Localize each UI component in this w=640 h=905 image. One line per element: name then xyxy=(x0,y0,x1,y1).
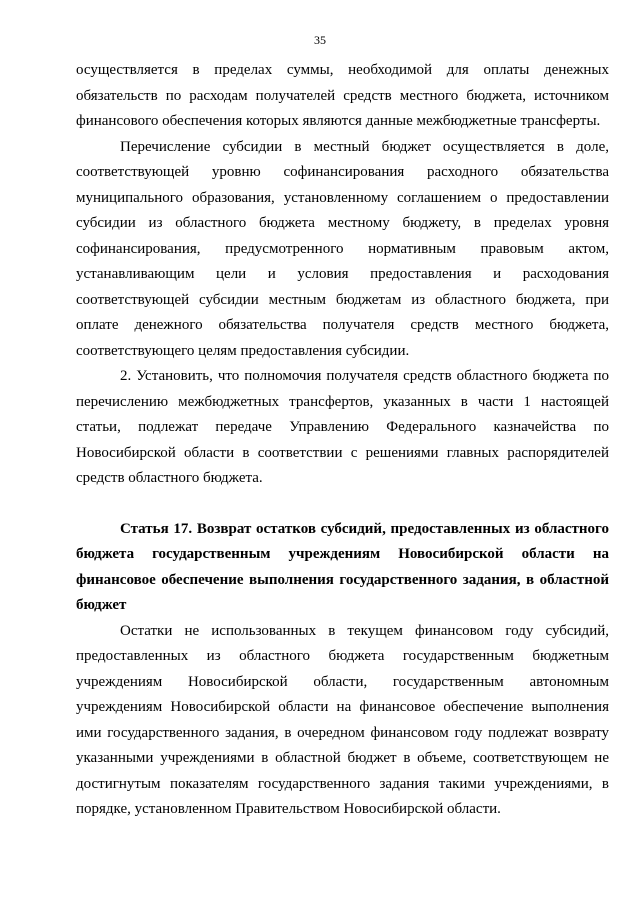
paragraph-item-2: 2. Установить, что полномочия получателя средств областного бюджета по перечислению межбюджетных трансфертов, указанных в части 1 настоящей статьи, подлежат передаче Управлению Федерального казначейства по Новосибирской области в соответствии с решениями главных распорядителей средств областного бюджета. xyxy=(76,368,609,486)
document-body xyxy=(76,58,609,823)
page-number: 35 xyxy=(314,33,326,47)
paragraph-continuation: осуществляется в пределах суммы, необходимой для оплаты денежных обязательств по расходам получателей средств местного бюджета, источником финансового обеспечения которых являются данные межбюджетные трансферты. xyxy=(76,62,609,129)
paragraph-subsidy-transfer: Перечисление субсидии в местный бюджет осуществляется в доле, соответствующей уровню софинансирования расходного обязательства муниципального образования, установленному соглашением о предоставлении субсидии из областного бюджета местному бюджету, в пределах уровня софинансирования, предусмотренного нормативным правовым актом, устанавливающим цели и условия предоставления и расходования соответствующей субсидии местным бюджетам из областного бюджета, при оплате денежного обязательства получателя средств местного бюджета, соответствующего целям предоставления субсидии. xyxy=(76,138,609,359)
article-17-heading: Статья 17. Возврат остатков субсидий, предоставленных из областного бюджета государственным учреждениям Новосибирской области на финансовое обеспечение выполнения государственного задания, в областной бюджет xyxy=(76,520,609,613)
article-17-body: Остатки не использованных в текущем финансовом году субсидий, предоставленных из областного бюджета государственным бюджетным учреждениям Новосибирской области, государственным автономным учреждениям Новосибирской области на финансовое обеспечение выполнения ими государственного задания, в очередном финансовом году подлежат возврату указанными учреждениями в областной бюджет в объеме, соответствующем не достигнутым показателям государственного задания такими учреждениями, в порядке, установленном Правительством Новосибирской области. xyxy=(76,622,609,817)
